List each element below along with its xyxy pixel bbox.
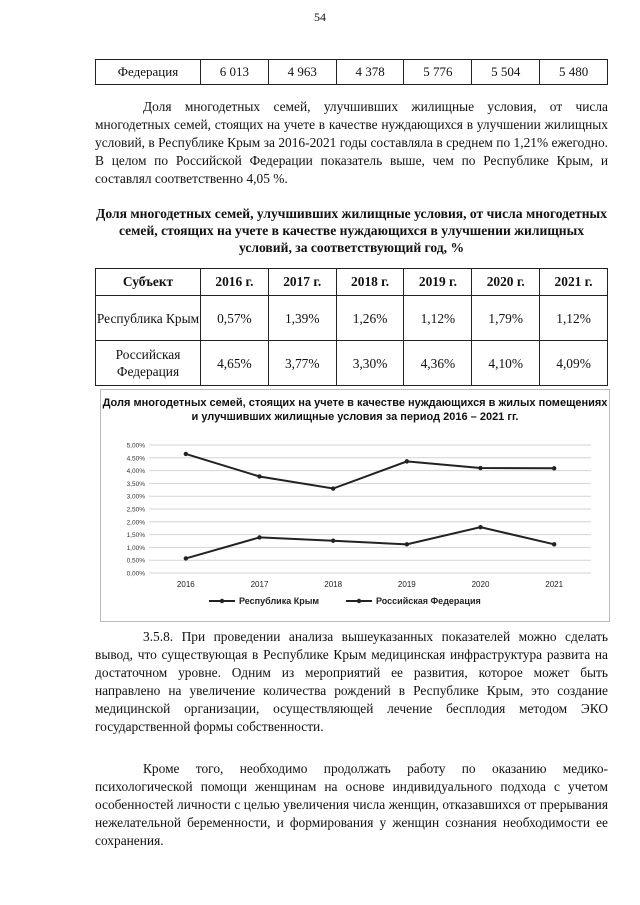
table-cell: 4,10% [472, 341, 540, 386]
y-tick-label: 4,00% [126, 468, 145, 476]
table-cell: 4,36% [404, 341, 472, 386]
table-cell: Российская Федерация [96, 341, 201, 386]
y-tick-label: 3,50% [126, 480, 145, 488]
x-tick-label: 2018 [324, 580, 343, 589]
paragraph-text: Кроме того, необходимо продолжать работу по оказанию медико-психологической помощи женщинам на основе индивидуального подхода с учетом особенностей личности с целью увеличения числа женщин, отказавшихся от прерывания нежелательной беременности, и формирования у женщин сознания необходимости ее сохранения. [95, 761, 608, 848]
y-tick-label: 2,50% [126, 506, 145, 514]
table-cell: 5 480 [540, 60, 608, 85]
statistics-table [95, 268, 608, 386]
y-tick-label: 3,00% [126, 493, 145, 501]
table-row [96, 60, 608, 85]
table-cell: 5 776 [404, 60, 472, 85]
paragraph-conclusion [95, 628, 608, 736]
table-title: Доля многодетных семей, улучшивших жилищные условия, от числа многодетных семей, стоящих на учете в качестве нуждающихся в улучшении жилищных условий, за соответствующий год, % [96, 206, 607, 255]
page-number: 54 [314, 10, 326, 24]
table-cell: Федерация [96, 60, 201, 85]
y-tick-label: 5,00% [126, 442, 145, 450]
table-cell: Республика Крым [96, 296, 201, 341]
legend-label: Республика Крым [239, 596, 320, 606]
table-cell: 4 963 [268, 60, 336, 85]
table-cell: 4,09% [540, 341, 608, 386]
y-tick-label: 2,00% [126, 519, 145, 527]
legend-marker [357, 599, 361, 603]
data-point [552, 466, 556, 470]
data-point [405, 542, 409, 546]
column-header: 2016 г. [201, 269, 269, 296]
column-header: 2017 г. [268, 269, 336, 296]
data-point [184, 452, 188, 456]
column-header: 2020 г. [472, 269, 540, 296]
legend-marker [220, 599, 224, 603]
column-header: Субъект [96, 269, 201, 296]
column-header: 2021 г. [540, 269, 608, 296]
paragraph-recommendation [95, 760, 608, 850]
column-header: 2018 г. [336, 269, 404, 296]
table-cell: 3,30% [336, 341, 404, 386]
chart-title: Доля многодетных семей, стоящих на учете в качестве нуждающихся в жилых помещениях и улучшивших жилищные условия за период 2016 – 2021 гг. [102, 397, 608, 423]
paragraph-text: Доля многодетных семей, улучшивших жилищные условия, от числа многодетных семей, стоящих на учете в качестве нуждающихся в улучшении жилищных условий, в Республике Крым за 2016-2021 годы составляла в среднем по 1,21% ежегодно. В целом по Российской Федерации показатель выше, чем по Республике Крым, и составлял соответственно 4,05 %. [95, 99, 608, 186]
table-row [96, 296, 608, 341]
legend-label: Российская Федерация [376, 596, 481, 606]
data-point [331, 539, 335, 543]
y-tick-label: 1,00% [126, 544, 145, 552]
line-chart [100, 389, 610, 622]
x-tick-label: 2020 [471, 580, 490, 589]
table-header-row [96, 269, 608, 296]
table-cell: 4,65% [201, 341, 269, 386]
table-cell: 5 504 [472, 60, 540, 85]
y-tick-label: 4,50% [126, 455, 145, 463]
x-tick-label: 2021 [545, 580, 564, 589]
previous-table-row [95, 59, 608, 85]
data-point [552, 542, 556, 546]
chart-canvas [101, 390, 609, 621]
table-cell: 1,79% [472, 296, 540, 341]
x-tick-label: 2016 [176, 580, 195, 589]
paragraph-summary [95, 98, 608, 188]
table-cell: 4 378 [336, 60, 404, 85]
table-cell: 3,77% [268, 341, 336, 386]
table-cell: 1,12% [404, 296, 472, 341]
data-point [257, 535, 261, 539]
x-tick-label: 2019 [397, 580, 416, 589]
y-tick-label: 0,00% [126, 570, 145, 578]
data-point [478, 466, 482, 470]
table-cell: 1,26% [336, 296, 404, 341]
data-point [331, 486, 335, 490]
y-tick-label: 1,50% [126, 532, 145, 540]
y-tick-label: 0,50% [126, 557, 145, 565]
data-point [184, 556, 188, 560]
table-cell: 0,57% [201, 296, 269, 341]
table-cell: 6 013 [201, 60, 269, 85]
x-tick-label: 2017 [250, 580, 269, 589]
data-point [405, 459, 409, 463]
data-point [257, 474, 261, 478]
table-cell: 1,39% [268, 296, 336, 341]
column-header: 2019 г. [404, 269, 472, 296]
series-line [186, 527, 554, 558]
paragraph-text: 3.5.8. При проведении анализа вышеуказанных показателей можно сделать вывод, что существующая в Республике Крым медицинская инфраструктура развита на достаточном уровне. Одним из мероприятий ее развития, которое может быть направлено на увеличение количества рождений в Республике Крым, это создание медицинской организации, осуществляющей лечение бесплодия методом ЭКО государственной формы собственности. [95, 629, 608, 734]
data-point [478, 525, 482, 529]
table-cell: 1,12% [540, 296, 608, 341]
table-row [96, 341, 608, 386]
